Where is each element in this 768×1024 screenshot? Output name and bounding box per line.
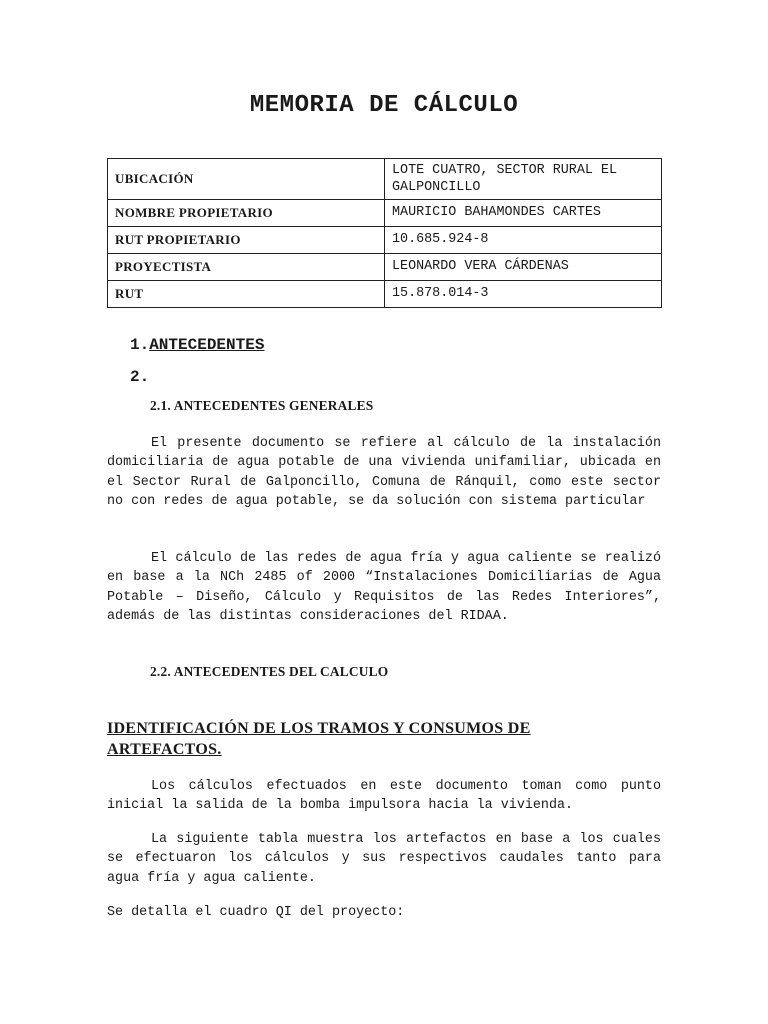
table-row (108, 200, 662, 227)
section-2-number: 2. (130, 368, 150, 386)
table-label-rut: RUT (108, 281, 385, 308)
paragraph-identification-2: La siguiente tabla muestra los artefactos en base a los cuales se efectuaron los cálculos y sus respectivos caudales tanto para agua fría y agua caliente. (107, 832, 661, 886)
section-1-heading (130, 336, 264, 354)
section-2-heading (130, 368, 149, 386)
table-label-ubicacion: UBICACIÓN (108, 159, 385, 200)
table-value-rut: 15.878.014-3 (385, 281, 662, 308)
document-title: MEMORIA DE CÁLCULO (249, 92, 519, 119)
table-value-nombre-propietario: MAURICIO BAHAMONDES CARTES (385, 200, 662, 227)
table-value-rut-propietario: 10.685.924-8 (385, 227, 662, 254)
table-row (108, 227, 662, 254)
section-2-1-heading: 2.1. ANTECEDENTES GENERALES (150, 398, 374, 413)
table-row (108, 159, 662, 200)
paragraph-antecedentes-1: El presente documento se refiere al cálculo de la instalación domiciliaria de agua potable de una vivienda unifamiliar, ubicada en el Sector Rural de Galponcillo, Comuna de Ránquil, como este sector no con redes de agua potable, se da solución con sistema particular (107, 436, 661, 509)
paragraph-identification-1: Los cálculos efectuados en este documento toman como punto inicial la salida de la bomba impulsora hacia la vivienda. (107, 779, 661, 814)
table-value-ubicacion: LOTE CUATRO, SECTOR RURAL EL GALPONCILLO (385, 159, 662, 200)
table-row (108, 254, 662, 281)
project-info-table (107, 158, 662, 308)
section-1-number: 1. (130, 336, 150, 354)
section-1-title: ANTECEDENTES (149, 336, 265, 354)
paragraph-antecedentes-2: El cálculo de las redes de agua fría y agua caliente se realizó en base a la NCh 2485 of 2000 “Instalaciones Domiciliarias de Agua Potable – Diseño, Cálculo y Requisitos de las Redes Interiores”, además de las distintas consideraciones del RIDAA. (107, 551, 661, 624)
table-value-proyectista: LEONARDO VERA CÁRDENAS (385, 254, 662, 281)
section-2-2-heading: 2.2. ANTECEDENTES DEL CALCULO (150, 664, 389, 679)
paragraph-identification-3: Se detalla el cuadro QI del proyecto: (107, 905, 405, 920)
table-label-proyectista: PROYECTISTA (108, 254, 385, 281)
identification-heading: IDENTIFICACIÓN DE LOS TRAMOS Y CONSUMOS DE ARTEFACTOS. (107, 720, 531, 758)
table-label-rut-propietario: RUT PROPIETARIO (108, 227, 385, 254)
table-row (108, 281, 662, 308)
table-label-nombre-propietario: NOMBRE PROPIETARIO (108, 200, 385, 227)
